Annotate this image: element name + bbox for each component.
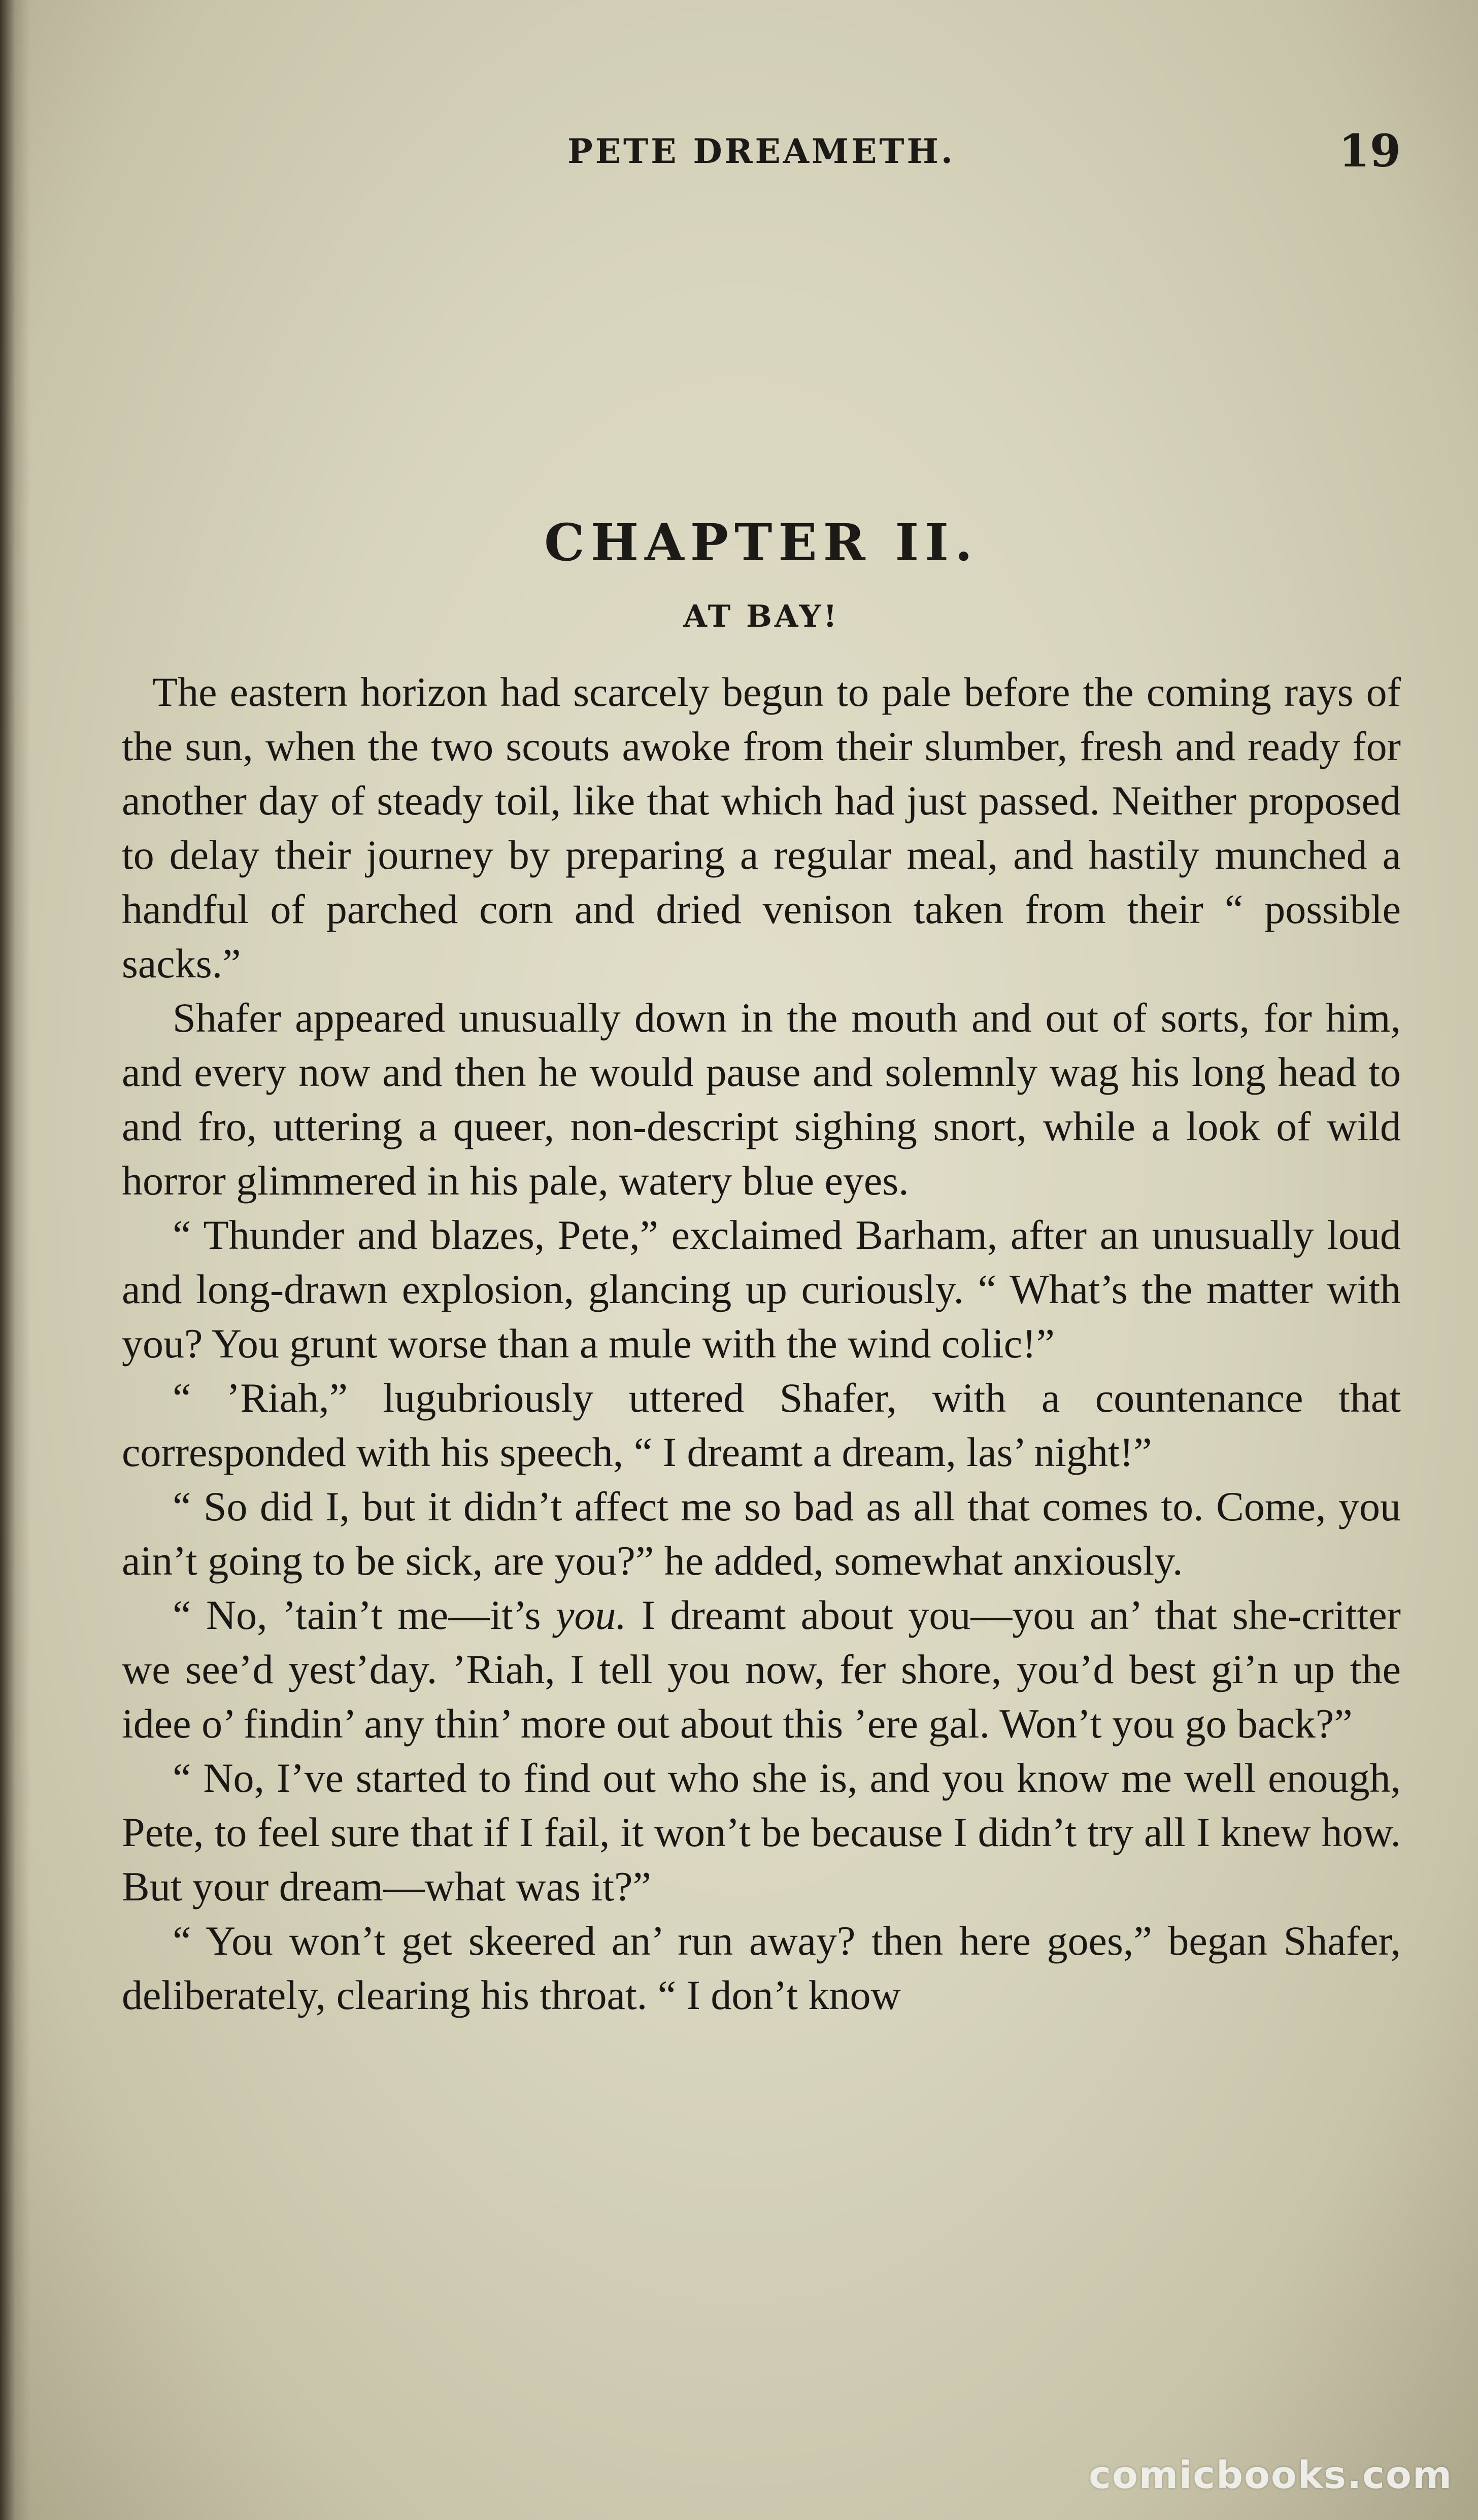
body-text [122, 665, 1401, 2022]
paragraph: “ You won’t get skeered an’ run away? then here goes,” began Shafer, deliberately, clearing his throat. “ I don’t know [122, 1918, 1401, 2018]
paragraph: Shafer appeared unusually down in the mouth and out of sorts, for him, and every now and then he would pause and solemnly wag his long head to and fro, uttering a queer, non-descript sighing snort, while a look of wild horror glimmered in his pale, watery blue eyes. [122, 995, 1401, 1204]
paragraph: “ ’Riah,” lugubriously uttered Shafer, with a countenance that corresponded with his speech, “ I dreamt a dream, las’ night!” [122, 1375, 1401, 1475]
paragraph-text: I dreamt about you—you an’ that she-critter we see’d yest’day. ’Riah, I tell you now, fer shore, you’d best gi’n up the idee o’ findin’ any thin’ more out about this ’ere gal. Won’t you go back?” [122, 1592, 1401, 1747]
page-header [122, 124, 1401, 185]
paragraph [122, 1588, 1401, 1751]
chapter-subtitle: AT BAY! [683, 599, 839, 634]
page-number: 19 [1338, 124, 1401, 177]
site-watermark: comicbooks.com [1089, 2454, 1453, 2497]
paragraph: “ So did I, but it didn’t affect me so bad as all that comes to. Come, you ain’t going to be sick, are you?” he added, somewhat anxiously. [122, 1483, 1401, 1584]
paragraph-text: “ No, ’tain’t me—it’s [173, 1592, 556, 1638]
page-edge-shadow [0, 0, 30, 2520]
paragraph: The eastern horizon had scarcely begun to pale before the coming rays of the sun, when the two scouts awoke from their slumber, fresh and ready for another day of steady toil, like that which had just passed. Neither proposed to delay their journey by preparing a regular meal, and hastily munched a handful of parched corn and dried venison taken from their “ possible sacks.” [122, 669, 1401, 986]
paragraph: “ No, I’ve started to find out who she is, and you know me well enough, Pete, to feel sure that if I fail, it won’t be because I didn’t try all I knew how. But your dream—what was it?” [122, 1755, 1401, 1910]
paragraph: “ Thunder and blazes, Pete,” exclaimed Barham, after an unusually loud and long-drawn explosion, glancing up curiously. “ What’s the matter with you? You grunt worse than a mule with the wind colic!” [122, 1212, 1401, 1367]
running-head: PETE DREAMETH. [567, 131, 955, 171]
chapter-title: CHAPTER II. [544, 513, 979, 572]
emphasis-text: you. [556, 1592, 627, 1638]
